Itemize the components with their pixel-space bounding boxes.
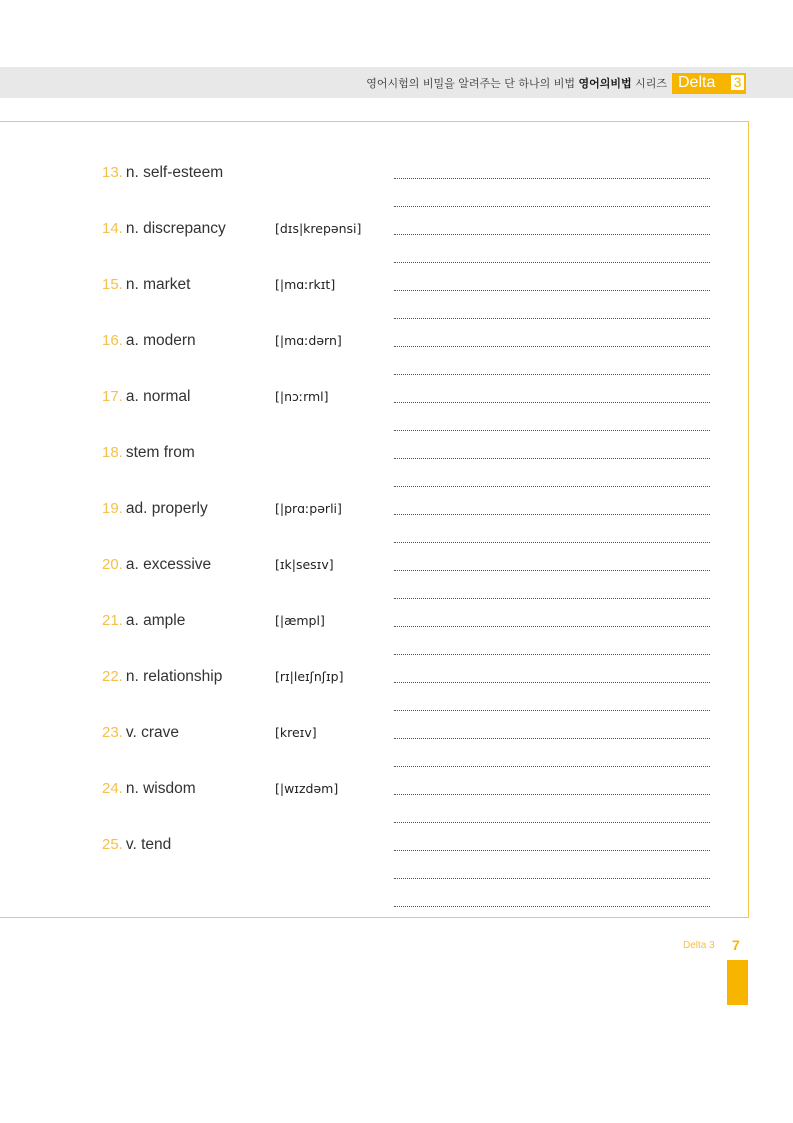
vocab-number: 21.: [102, 612, 123, 629]
answer-line[interactable]: [394, 682, 710, 683]
vocab-word: n. market: [125, 276, 191, 293]
vocab-number: 23.: [102, 724, 123, 741]
vocab-pronunciation: [|mɑːrkɪt]: [275, 277, 336, 292]
vocab-item: [102, 778, 196, 798]
vocab-item: [102, 330, 196, 350]
vocab-pronunciation: [|wɪzdəm]: [275, 781, 339, 796]
vocab-word: a. normal: [125, 388, 191, 405]
vocab-item: [102, 554, 211, 574]
answer-line[interactable]: [394, 570, 710, 571]
answer-line[interactable]: [394, 486, 710, 487]
answer-line[interactable]: [394, 458, 710, 459]
vocab-word: a. excessive: [125, 556, 212, 573]
vocab-word: v. tend: [125, 836, 172, 853]
answer-line[interactable]: [394, 822, 710, 823]
vocab-pronunciation: [|nɔːrml]: [275, 389, 329, 404]
answer-line[interactable]: [394, 878, 710, 879]
vocab-number: 25.: [102, 836, 123, 853]
vocab-number: 18.: [102, 444, 123, 461]
answer-line[interactable]: [394, 178, 710, 179]
answer-line[interactable]: [394, 542, 710, 543]
vocab-word: stem from: [125, 444, 195, 461]
vocab-pronunciation: [dɪs|krepənsi]: [275, 221, 362, 236]
footer-label: Delta 3: [683, 940, 715, 951]
vocab-pronunciation: [|æmpl]: [275, 613, 325, 628]
answer-line[interactable]: [394, 430, 710, 431]
vocab-item: [102, 218, 226, 238]
answer-line[interactable]: [394, 374, 710, 375]
vocab-number: 14.: [102, 220, 123, 237]
series-prefix: 영어시험의 비밀을 알려주는 단 하나의 비법: [366, 77, 579, 90]
vocab-item: [102, 610, 185, 630]
vocab-word: n. relationship: [125, 668, 223, 685]
vocab-word: v. crave: [125, 724, 179, 741]
page-tab: [727, 960, 748, 1005]
vocab-item: [102, 498, 208, 518]
answer-line[interactable]: [394, 262, 710, 263]
page-number: 7: [732, 937, 740, 953]
vocab-pronunciation: [ɪk|sesɪv]: [275, 557, 334, 572]
answer-line[interactable]: [394, 402, 710, 403]
answer-line[interactable]: [394, 906, 710, 907]
vocab-number: 13.: [102, 164, 123, 181]
answer-line[interactable]: [394, 234, 710, 235]
answer-line[interactable]: [394, 514, 710, 515]
series-title: [366, 75, 667, 91]
answer-line[interactable]: [394, 346, 710, 347]
vocab-word: ad. properly: [125, 500, 208, 517]
vocab-word: a. ample: [125, 612, 186, 629]
series-suffix: 시리즈: [631, 77, 667, 90]
vocab-pronunciation: [kreɪv]: [275, 725, 317, 740]
vocab-pronunciation: [rɪ|leɪʃnʃɪp]: [275, 669, 344, 684]
brand-number: 3: [731, 75, 744, 90]
answer-line[interactable]: [394, 318, 710, 319]
answer-line[interactable]: [394, 766, 710, 767]
vocab-number: 19.: [102, 500, 123, 517]
vocab-item: [102, 442, 195, 462]
worksheet-frame: [0, 121, 749, 918]
answer-line[interactable]: [394, 794, 710, 795]
answer-line[interactable]: [394, 710, 710, 711]
vocab-item: [102, 834, 171, 854]
brand-badge: [672, 73, 746, 94]
vocab-number: 24.: [102, 780, 123, 797]
vocab-number: 15.: [102, 276, 123, 293]
answer-line[interactable]: [394, 626, 710, 627]
vocab-number: 17.: [102, 388, 123, 405]
vocab-item: [102, 666, 222, 686]
vocab-item: [102, 722, 179, 742]
vocab-item: [102, 162, 223, 182]
vocab-pronunciation: [|prɑːpərli]: [275, 501, 342, 516]
series-bold: 영어의비법: [578, 77, 632, 90]
answer-line[interactable]: [394, 850, 710, 851]
answer-line[interactable]: [394, 206, 710, 207]
vocab-item: [102, 274, 190, 294]
answer-line[interactable]: [394, 598, 710, 599]
answer-line[interactable]: [394, 654, 710, 655]
answer-line[interactable]: [394, 738, 710, 739]
vocab-word: a. modern: [125, 332, 196, 349]
answer-line[interactable]: [394, 290, 710, 291]
vocab-number: 20.: [102, 556, 123, 573]
brand-label: Delta: [678, 74, 716, 91]
vocab-word: n. wisdom: [125, 780, 196, 797]
vocab-word: n. self-esteem: [125, 164, 224, 181]
vocab-number: 16.: [102, 332, 123, 349]
vocab-pronunciation: [|mɑːdərn]: [275, 333, 342, 348]
vocab-number: 22.: [102, 668, 123, 685]
vocab-item: [102, 386, 190, 406]
vocab-word: n. discrepancy: [125, 220, 226, 237]
